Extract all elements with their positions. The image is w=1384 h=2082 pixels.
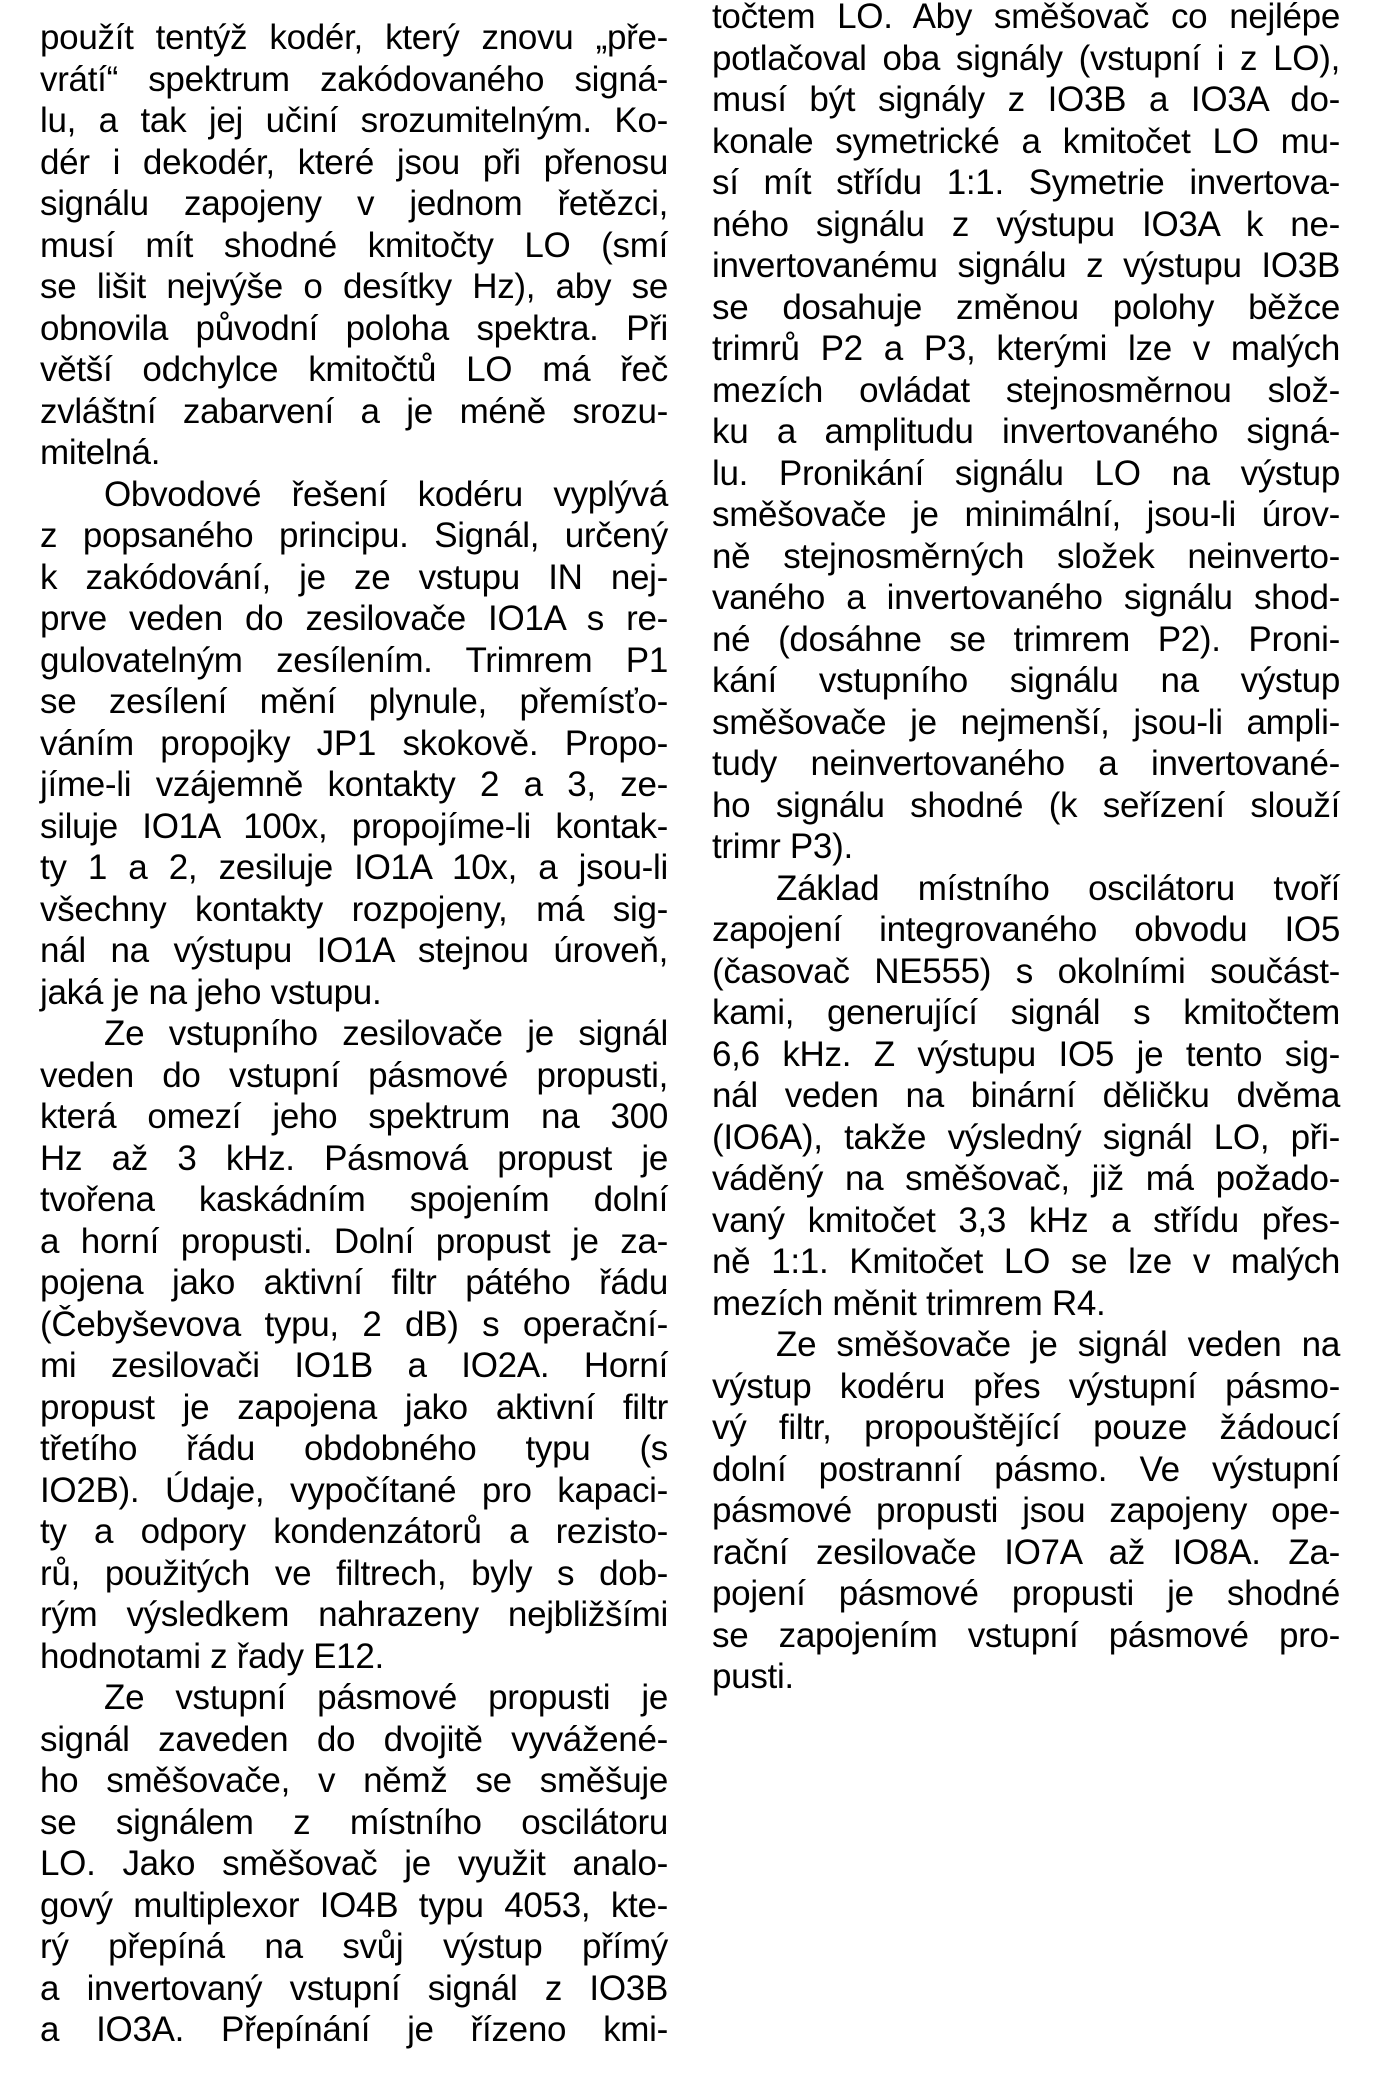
paragraph xyxy=(40,1013,668,1677)
text-line: (Čebyševova typu, 2 dB) s operační- xyxy=(40,1304,668,1344)
text-line: ho směšovače, v němž se směšuje xyxy=(40,1761,668,1800)
text-line: použít tentýž kodér, který znovu „pře- xyxy=(40,18,668,57)
text-line: váním propojky JP1 skokově. Propo- xyxy=(40,723,668,763)
text-line: Ze vstupního zesilovače je signál xyxy=(104,1014,668,1053)
text-line: rů, použitých ve filtrech, byly s dob- xyxy=(40,1553,668,1593)
text-line: Ze vstupní pásmové propusti je xyxy=(104,1678,668,1717)
text-line: všechny kontakty rozpojeny, má sig- xyxy=(40,889,668,929)
text-line: váděný na směšovač, již má požado- xyxy=(712,1159,1340,1198)
text-line: né (dosáhne se trimrem P2). Proni- xyxy=(712,619,1340,659)
text-line: se zapojením vstupní pásmové pro- xyxy=(712,1615,1340,1655)
text-line: Obvodové řešení kodéru vyplývá xyxy=(104,474,668,514)
text-line: směšovače je nejmenší, jsou-li ampli- xyxy=(712,702,1340,742)
text-line: kání vstupního signálu na výstup xyxy=(712,661,1340,700)
text-line: směšovače je minimální, jsou-li úrov- xyxy=(712,495,1340,534)
text-line: 6,6 kHz. Z výstupu IO5 je tento sig- xyxy=(712,1034,1340,1074)
text-line: (časovač NE555) s okolními součást- xyxy=(712,951,1340,991)
text-line: dér i dekodér, které jsou při přenosu xyxy=(40,142,668,182)
paragraph xyxy=(712,0,1340,868)
text-line: a horní propusti. Dolní propust je za- xyxy=(40,1221,668,1261)
text-line: veden do vstupní pásmové propusti, xyxy=(40,1055,668,1095)
text-line: a invertovaný vstupní signál z IO3B xyxy=(40,1968,668,2008)
text-line: ku a amplitudu invertovaného signá- xyxy=(712,412,1340,451)
text-line: siluje IO1A 100x, propojíme-li kontak- xyxy=(40,806,668,846)
text-line: tudy neinvertovaného a invertované- xyxy=(712,744,1340,783)
text-column-right xyxy=(712,0,1340,1698)
text-line: musí mít shodné kmitočty LO (smí xyxy=(40,225,668,265)
text-line: ty a odpory kondenzátorů a rezisto- xyxy=(40,1512,668,1551)
text-line: Ze směšovače je signál veden na xyxy=(776,1325,1340,1364)
text-line: zvláštní zabarvení a je méně srozu- xyxy=(40,391,668,431)
text-line: k zakódování, je ze vstupu IN nej- xyxy=(40,557,668,597)
text-line: pásmové propusti jsou zapojeny ope- xyxy=(712,1491,1340,1530)
text-line: pojení pásmové propusti je shodné xyxy=(712,1574,1340,1613)
paragraph xyxy=(712,868,1340,1325)
text-line: gový multiplexor IO4B typu 4053, kte- xyxy=(40,1885,668,1925)
text-line: vrátí“ spektrum zakódovaného signá- xyxy=(40,59,668,99)
paragraph xyxy=(40,17,668,474)
text-line: ty 1 a 2, zesiluje IO1A 10x, a jsou-li xyxy=(40,848,668,887)
text-line: mezích měnit trimrem R4. xyxy=(712,1283,1106,1323)
text-line: potlačoval oba signály (vstupní i z LO), xyxy=(712,38,1340,78)
text-line: signálu zapojeny v jednom řetězci, xyxy=(40,184,668,223)
text-line: lu, a tak jej učiní srozumitelným. Ko- xyxy=(40,101,668,140)
text-line: trimrů P2 a P3, kterými lze v malých xyxy=(712,329,1340,368)
text-line: jaká je na jeho vstupu. xyxy=(40,972,382,1012)
text-line: ho signálu shodné (k seřízení slouží xyxy=(712,785,1340,825)
text-line: trimr P3). xyxy=(712,827,853,866)
text-line: vaný kmitočet 3,3 kHz a střídu přes- xyxy=(712,1200,1340,1240)
text-line: Hz až 3 kHz. Pásmová propust je xyxy=(40,1138,668,1178)
text-line: rý přepíná na svůj výstup přímý xyxy=(40,1927,668,1966)
text-line: nál veden na binární děličku dvěma xyxy=(712,1076,1340,1115)
text-line: větší odchylce kmitočtů LO má řeč xyxy=(40,350,668,389)
text-line: se signálem z místního oscilátoru xyxy=(40,1802,668,1842)
text-line: vaného a invertovaného signálu shod- xyxy=(712,578,1340,617)
text-line: kami, generující signál s kmitočtem xyxy=(712,993,1340,1032)
text-line: musí být signály z IO3B a IO3A do- xyxy=(712,80,1340,119)
text-line: třetího řádu obdobného typu (s xyxy=(40,1429,668,1468)
text-line: se dosahuje změnou polohy běžce xyxy=(712,287,1340,327)
text-line: signál zaveden do dvojitě vyvážené- xyxy=(40,1719,668,1759)
paragraph xyxy=(40,1677,668,2051)
text-line: LO. Jako směšovač je využit analo- xyxy=(40,1844,668,1883)
text-line: se lišit nejvýše o desítky Hz), aby se xyxy=(40,267,668,306)
text-line: ně stejnosměrných složek neinverto- xyxy=(712,536,1340,576)
text-line: invertovanému signálu z výstupu IO3B xyxy=(712,246,1340,285)
text-line: rým výsledkem nahrazeny nejbližšími xyxy=(40,1595,668,1634)
text-line: zapojení integrovaného obvodu IO5 xyxy=(712,910,1340,949)
text-line: rační zesilovače IO7A až IO8A. Za- xyxy=(712,1532,1340,1572)
text-line: (IO6A), takže výsledný signál LO, při- xyxy=(712,1117,1340,1157)
text-line: IO2B). Údaje, vypočítané pro kapaci- xyxy=(40,1470,668,1510)
text-line: vý filtr, propouštějící pouze žádoucí xyxy=(712,1408,1340,1447)
text-line: pojena jako aktivní filtr pátého řádu xyxy=(40,1263,668,1302)
text-line: a IO3A. Přepínání je řízeno kmi- xyxy=(40,2010,668,2049)
text-line: lu. Pronikání signálu LO na výstup xyxy=(712,453,1340,493)
text-line: dolní postranní pásmo. Ve výstupní xyxy=(712,1449,1340,1489)
text-line: konale symetrické a kmitočet LO mu- xyxy=(712,121,1340,161)
text-line: ného signálu z výstupu IO3A k ne- xyxy=(712,204,1340,244)
text-line: ně 1:1. Kmitočet LO se lze v malých xyxy=(712,1242,1340,1281)
text-line: se zesílení mění plynule, přemísťo- xyxy=(40,682,668,721)
text-line: obnovila původní poloha spektra. Při xyxy=(40,308,668,348)
text-line: gulovatelným zesílením. Trimrem P1 xyxy=(40,640,668,680)
text-line: Základ místního oscilátoru tvoří xyxy=(776,868,1340,908)
paragraph xyxy=(712,1324,1340,1698)
text-line: pusti. xyxy=(712,1657,794,1696)
text-line: jíme-li vzájemně kontakty 2 a 3, ze- xyxy=(40,765,668,804)
text-line: tvořena kaskádním spojením dolní xyxy=(40,1180,668,1219)
text-line: prve veden do zesilovače IO1A s re- xyxy=(40,599,668,638)
text-line: nál na výstupu IO1A stejnou úroveň, xyxy=(40,931,668,970)
text-line: mitelná. xyxy=(40,433,161,472)
text-line: sí mít střídu 1:1. Symetrie invertova- xyxy=(712,163,1340,202)
text-line: mezích ovládat stejnosměrnou slož- xyxy=(712,370,1340,410)
text-line: hodnotami z řady E12. xyxy=(40,1636,384,1676)
text-line: z popsaného principu. Signál, určený xyxy=(40,516,668,555)
text-line: propust je zapojena jako aktivní filtr xyxy=(40,1387,668,1427)
paragraph xyxy=(40,474,668,1014)
text-column-left xyxy=(40,17,668,2051)
text-line: která omezí jeho spektrum na 300 xyxy=(40,1097,668,1136)
text-line: mi zesilovači IO1B a IO2A. Horní xyxy=(40,1346,668,1385)
text-line: točtem LO. Aby směšovač co nejlépe xyxy=(712,0,1340,36)
text-line: výstup kodéru přes výstupní pásmo- xyxy=(712,1366,1340,1406)
